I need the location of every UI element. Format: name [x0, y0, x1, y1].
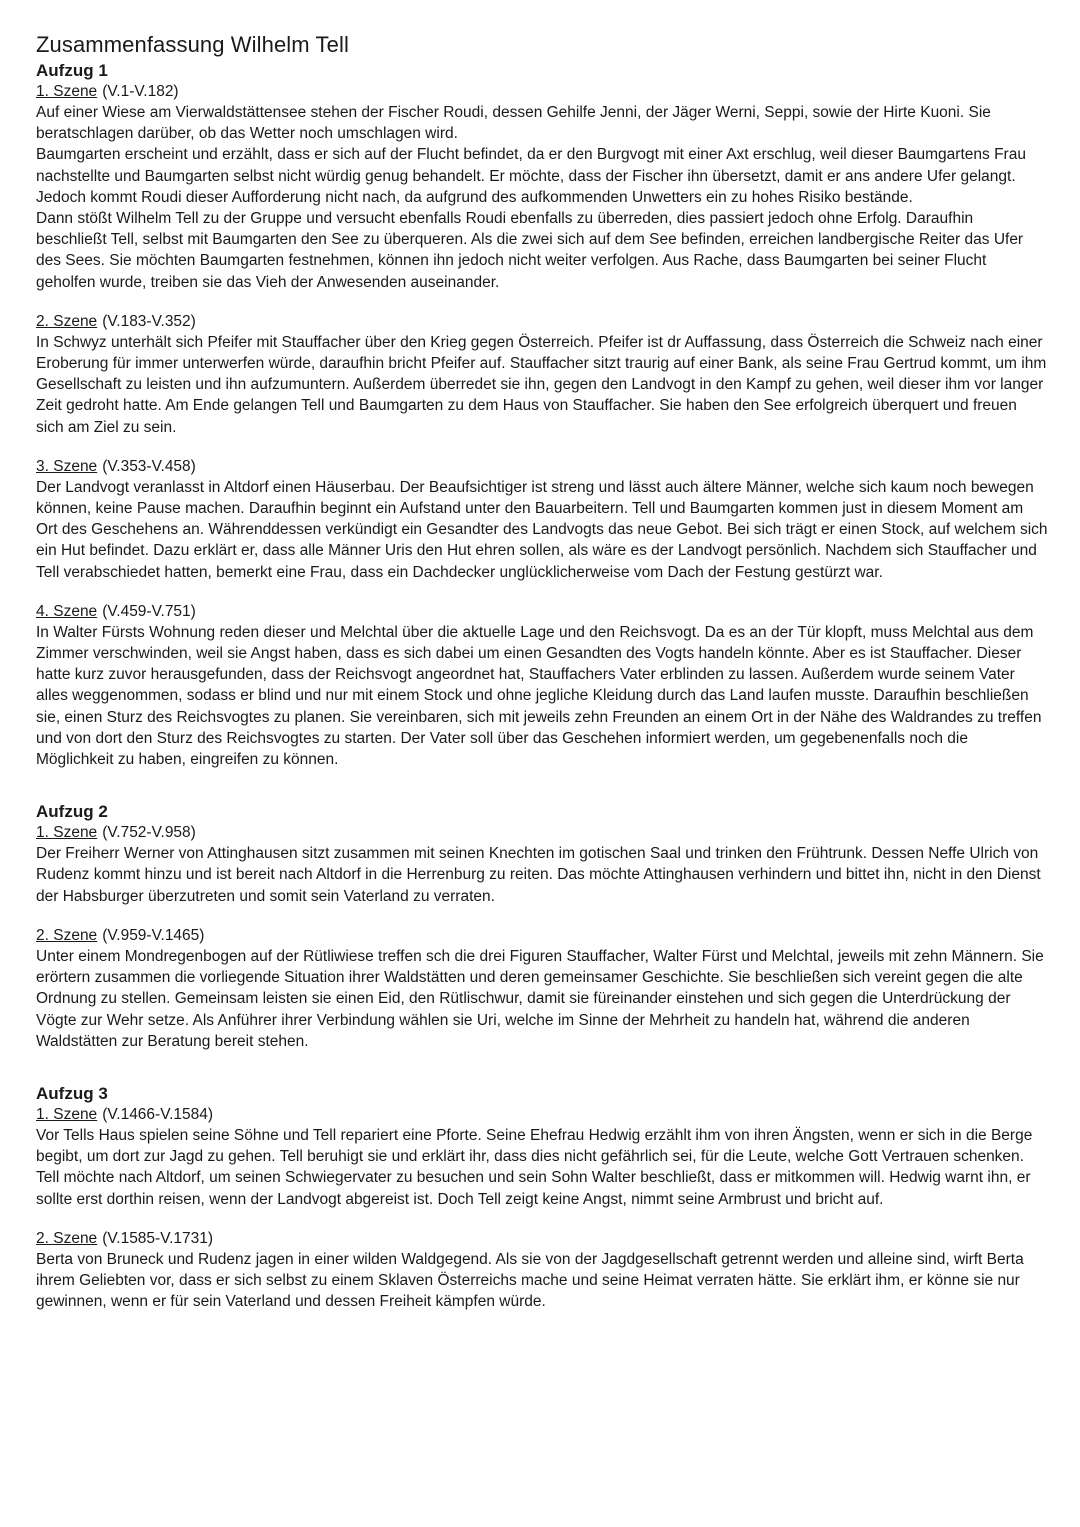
scene-heading [36, 823, 1048, 843]
scene-summary: Vor Tells Haus spielen seine Söhne und Tell repariert eine Pforte. Seine Ehefrau Hedwig erzählt ihm von ihren Ängsten, wenn er sich in die Berge begibt, um dort zur Jagd zu gehen. Tell beruhigt sie und erklärt ihr, dass dies nicht gefährlich sei, für die Leute, welche Gott Vertrauen schenken. Tell möchte nach Altdorf, um seinen Schwiegervater zu besuchen und sein Sohn Walter beschließt, dass er mitkommen will. Hedwig warnt ihn, er sollte erst dorthin reisen, wenn der Landvogt abgereist ist. Doch Tell zeigt keine Angst, nimmt seine Armbrust und bricht auf. [36, 1126, 1033, 1208]
scene-heading [36, 82, 1048, 102]
scene-verses: (V.752-V.958) [102, 824, 196, 842]
scene-summary: Der Freiherr Werner von Attinghausen sitzt zusammen mit seinen Knechten im gotischen Saal und trinken den Frühtrunk. Dessen Neffe Ulrich von Rudenz kommt hinzu und ist bereit nach Altdorf in die Herrenburg zu reiten. Das möchte Attinghausen verhindern und bittet ihn, nicht in den Dienst der Habsburger überzutreten und somit sein Vaterland zu verraten. [36, 845, 1041, 905]
scene-summary: Der Landvogt veranlasst in Altdorf einen Häuserbau. Der Beaufsichtiger ist streng und lässt auch ältere Männer, welche sich kaum noch bewegen können, keine Pause machen. Daraufhin beginnt ein Aufstand unter den Bauarbeitern. Tell und Baumgarten kommen just in diesem Moment am Ort des Geschehens an. Währenddessen verkündigt ein Gesandter des Landvogts das neue Gebot. Bei sich trägt er einen Stock, auf welchem sich ein Hut befindet. Dazu erklärt er, dass alle Männer Uris den Hut ehren sollen, als wäre es der Landvogt persönlich. Nachdem sich Stauffacher und Tell verabschiedet hatten, bemerkt eine Frau, dass ein Dachdecker unglücklicherweise vom Dach der Festung gestürzt war. [36, 478, 1048, 581]
acts-container [36, 60, 1048, 1312]
scene-verses: (V.1-V.182) [102, 83, 179, 100]
scene-block [36, 457, 1048, 583]
scene-heading [36, 1105, 1048, 1125]
scene-block [36, 1229, 1048, 1313]
scene-summary: Berta von Bruneck und Rudenz jagen in einer wilden Waldgegend. Als sie von der Jagdgesellschaft getrennt werden und alleine sind, wirft Berta ihrem Geliebten vor, dass er sich selbst zu einem Sklaven Österreichs mache und seine Heimat verraten hätte. Sie erklärt ihm, er könne sie nur gewinnen, wenn er für sein Vaterland und dessen Freiheit kämpfen würde. [36, 1250, 1024, 1311]
scene-summary: Auf einer Wiese am Vierwaldstättensee stehen der Fischer Roudi, dessen Gehilfe Jenni, der Jäger Werni, Seppi, sowie der Hirte Kuoni. Sie beratschlagen darüber, ob das Wetter noch umschlagen wird. Baumgarten erscheint und erzählt, dass er sich auf der Flucht befindet, da er den Burgvogt mit einer Axt erschlug, weil dieser Baumgartens Frau nachstellte und Baumgarten selbst nicht würdig genug behandelt. Er möchte, dass der Fischer ihn übersetzt, damit er ans andere Ufer gelangt. Jedoch kommt Roudi dieser Aufforderung nicht nach, da aufgrund des aufkommenden Unwetters ein zu hohes Risiko bestände. Dann stößt Wilhelm Tell zu der Gruppe und versucht ebenfalls Roudi ebenfalls zu überreden, dies passiert jedoch ohne Erfolg. Daraufhin beschließt Tell, selbst mit Baumgarten den See zu überqueren. Als die zwei sich auf dem See befinden, erreichen landbergische Reiter das Ufer des Sees. Sie möchten Baumgarten festnehmen, können ihn jedoch nicht weiter verfolgen. Aus Rache, dass Baumgarten bei seiner Flucht geholfen wurde, treiben sie das Vieh der Anwesenden auseinander. [36, 104, 1026, 291]
act-spacer [36, 1071, 1048, 1083]
scene-heading [36, 457, 1048, 477]
scene-name: 1. Szene [36, 1105, 98, 1123]
scene-block [36, 312, 1048, 438]
act-section [36, 789, 1048, 1052]
act-title: Aufzug 3 [36, 1083, 108, 1103]
scene-summary: In Schwyz unterhält sich Pfeifer mit Stauffacher über den Krieg gegen Österreich. Pfeifer ist dr Auffassung, dass Österreich die Schweiz nach einer Eroberung für immer unterwerfen würde, daraufhin bricht Pfeifer auf. Stauffacher sitzt traurig auf einer Bank, als seine Frau Gertrud kommt, um ihm Gesellschaft zu leisten und ihn aufzumuntern. Außerdem überredet sie ihn, gegen den Landvogt in den Kampf zu gehen, weil dieser ihm vor langer Zeit gedroht hatte. Am Ende gelangen Tell und Baumgarten zu dem Haus von Stauffacher. Sie haben den See erfolgreich überquert und freuen sich am Ziel zu sein. [36, 333, 1047, 436]
document-title: Zusammenfassung Wilhelm Tell [36, 32, 349, 57]
act-section [36, 60, 1048, 770]
scene-name: 4. Szene [36, 602, 98, 620]
scene-verses: (V.1466-V.1584) [102, 1105, 214, 1123]
scene-verses: (V.183-V.352) [102, 312, 196, 330]
scene-block [36, 926, 1048, 1052]
scene-block [36, 1105, 1048, 1210]
scene-block [36, 602, 1048, 770]
scene-name: 2. Szene [36, 926, 98, 944]
scene-verses: (V.1585-V.1731) [102, 1229, 214, 1247]
scene-name: 1. Szene [36, 824, 98, 842]
act-spacer [36, 789, 1048, 801]
scene-verses: (V.459-V.751) [102, 602, 196, 620]
scene-heading [36, 312, 1048, 332]
act-title: Aufzug 2 [36, 802, 108, 822]
scene-verses: (V.959-V.1465) [102, 926, 205, 944]
act-title: Aufzug 1 [36, 61, 108, 80]
scene-block [36, 82, 1048, 293]
act-section [36, 1071, 1048, 1312]
scene-name: 2. Szene [36, 312, 98, 330]
scene-heading [36, 1229, 1048, 1249]
scene-block [36, 823, 1048, 907]
scene-heading [36, 926, 1048, 946]
scene-summary: Unter einem Mondregenbogen auf der Rütliwiese treffen sch die drei Figuren Stauffacher, Walter Fürst und Melchtal, jeweils mit zehn Männern. Sie erörtern zusammen die vorliegende Situation ihrer Waldstätten und deren gemeinsamer Geschichte. Sie beschließen sich vereint gegen die alte Ordnung zu stellen. Gemeinsam leisten sie einen Eid, den Rütlischwur, damit sie füreinander einstehen und sich gegen die Unterdrückung der Vögte zur Wehr setze. Als Anführer ihrer Verbindung wählen sie Uri, welche im Sinne der Mehrheit zu handeln hat, während die anderen Waldstätten zur Beratung bereit stehen. [36, 947, 1044, 1050]
scene-heading [36, 602, 1048, 622]
scene-name: 2. Szene [36, 1229, 98, 1247]
scene-name: 1. Szene [36, 83, 98, 100]
scene-summary: In Walter Fürsts Wohnung reden dieser und Melchtal über die aktuelle Lage und den Reichsvogt. Da es an der Tür klopft, muss Melchtal aus dem Zimmer verschwinden, weil sie Angst haben, dass es sich dabei um einen Gesandten des Vogts handeln könnte. Aber es ist Stauffacher. Dieser hatte kurz zuvor herausgefunden, dass der Reichsvogt angeordnet hat, Stauffachers Vater erblinden zu lassen. Außerdem wurde seinem Vater alles weggenommen, sodass er blind und nur mit einem Stock und ohne jegliche Kleidung durch das Land laufen musste. Daraufhin beschließen sie, einen Sturz des Reichsvogtes zu planen. Sie vereinbaren, sich mit jeweils zehn Freunden an einem Ort in der Nähe des Waldrandes zu treffen und von dort den Sturz des Reichsvogtes zu starten. Der Vater soll über das Geschehen informiert werden, um gegebenenfalls noch die Möglichkeit zu haben, eingreifen zu können. [36, 623, 1042, 769]
scene-verses: (V.353-V.458) [102, 457, 196, 475]
scene-name: 3. Szene [36, 457, 98, 475]
